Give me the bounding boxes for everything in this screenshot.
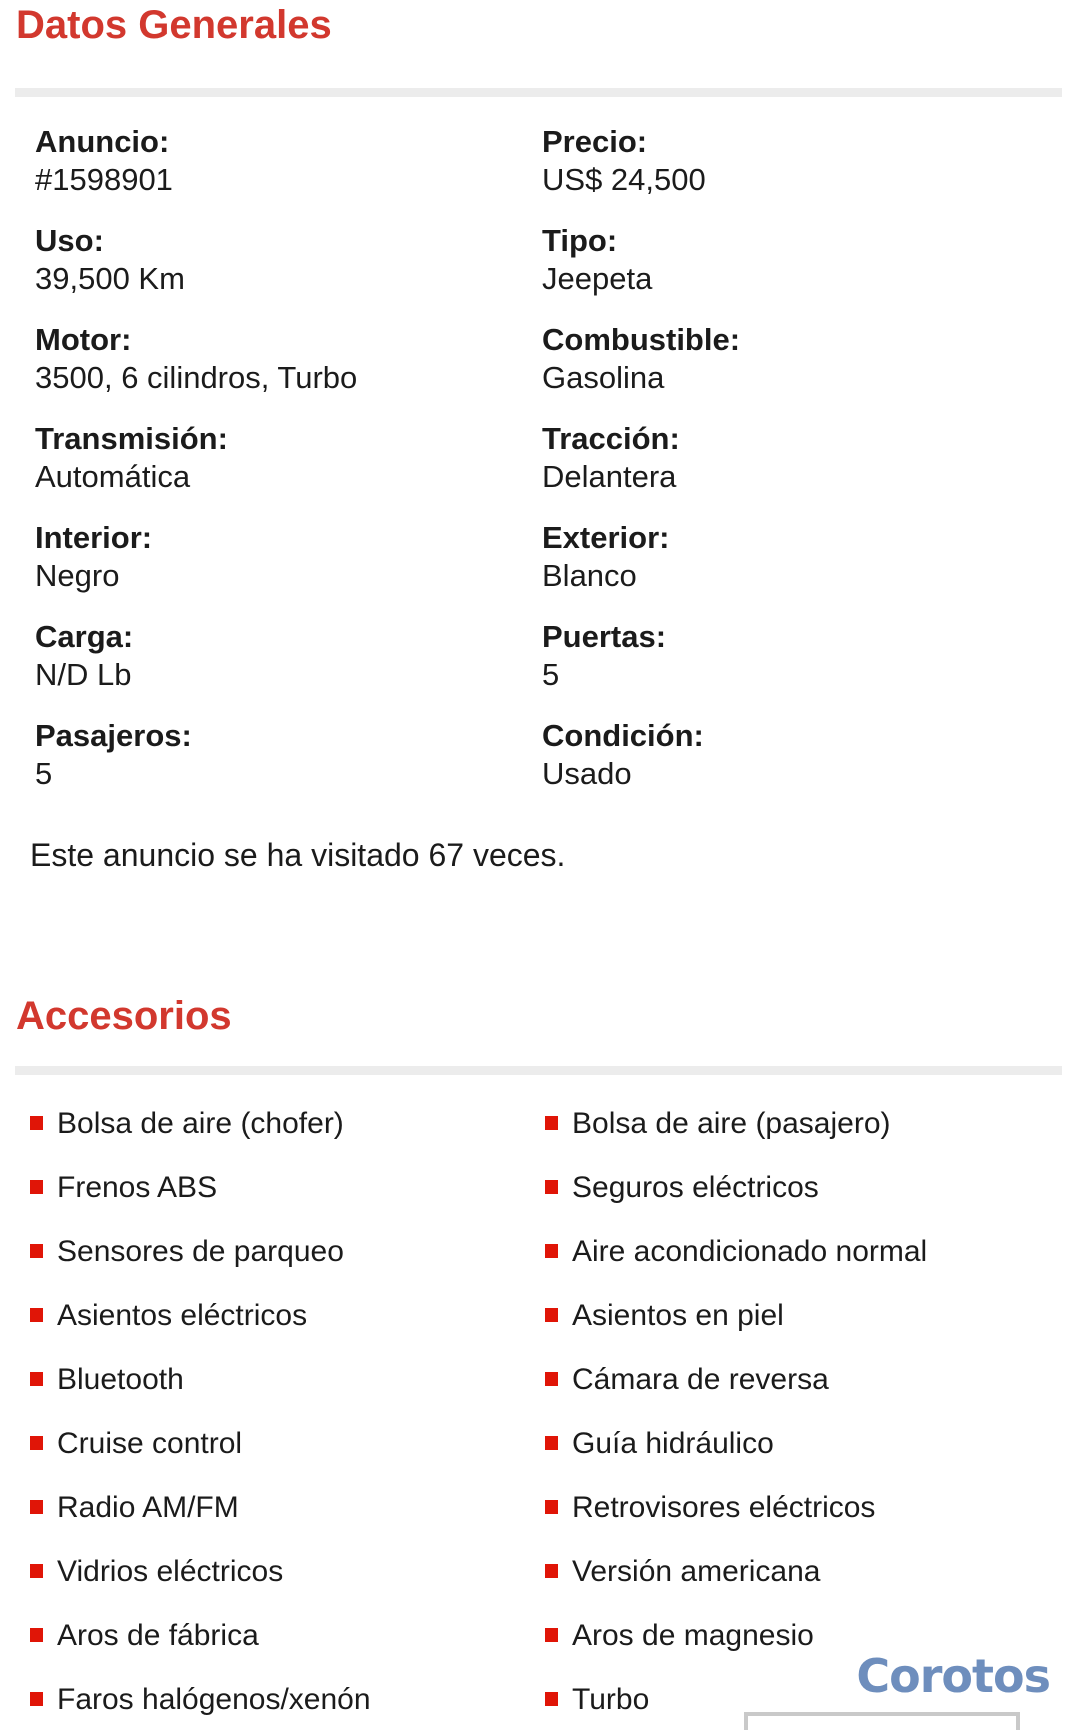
- accessory-label: Turbo: [572, 1683, 650, 1716]
- square-bullet-icon: [30, 1244, 43, 1258]
- spec-label: Condición:: [542, 718, 704, 753]
- accessory-item: [545, 1236, 1080, 1268]
- accessory-item: [30, 1684, 545, 1716]
- spec-exterior: [542, 519, 1080, 595]
- accessory-item: [30, 1236, 545, 1268]
- accessory-label: Cruise control: [57, 1427, 243, 1460]
- accessory-label: Bluetooth: [57, 1363, 184, 1396]
- section-title-datos-generales: Datos Generales: [16, 3, 332, 47]
- accessory-label: Aros de magnesio: [572, 1619, 814, 1652]
- spec-value: Automática: [35, 459, 191, 494]
- accessory-item: [30, 1620, 545, 1652]
- accessory-label: Vidrios eléctricos: [57, 1555, 284, 1588]
- accessory-label: Asientos eléctricos: [57, 1299, 308, 1332]
- square-bullet-icon: [30, 1308, 43, 1322]
- spec-value: Jeepeta: [542, 261, 653, 296]
- spec-value: #1598901: [35, 162, 173, 197]
- accessory-label: Faros halógenos/xenón: [57, 1683, 371, 1716]
- spec-uso: [35, 222, 542, 298]
- accessory-item: [30, 1492, 545, 1524]
- accessory-item: [545, 1428, 1080, 1460]
- square-bullet-icon: [30, 1180, 43, 1194]
- corotos-logo[interactable]: Corotos: [856, 1649, 1050, 1703]
- accessory-label: Bolsa de aire (chofer): [57, 1107, 344, 1140]
- accessory-item: [30, 1364, 545, 1396]
- spec-condicion: [542, 717, 1080, 793]
- spec-value: 39,500 Km: [35, 261, 185, 296]
- accessory-label: Guía hidráulico: [572, 1427, 774, 1460]
- accessory-label: Retrovisores eléctricos: [572, 1491, 876, 1524]
- accessory-item: [30, 1172, 545, 1204]
- spec-motor: [35, 321, 542, 397]
- square-bullet-icon: [30, 1500, 43, 1514]
- spec-value: Usado: [542, 756, 632, 791]
- accessory-label: Seguros eléctricos: [572, 1171, 819, 1204]
- accessory-item: [545, 1172, 1080, 1204]
- spec-traccion: [542, 420, 1080, 496]
- spec-tipo: [542, 222, 1080, 298]
- spec-label: Interior:: [35, 520, 153, 555]
- accessory-label: Bolsa de aire (pasajero): [572, 1107, 891, 1140]
- accessory-label: Aire acondicionado normal: [572, 1235, 928, 1268]
- spec-puertas: [542, 618, 1080, 694]
- accessory-label: Cámara de reversa: [572, 1363, 829, 1396]
- spec-label: Combustible:: [542, 322, 741, 357]
- accessory-item: [30, 1428, 545, 1460]
- spec-value: Delantera: [542, 459, 677, 494]
- spec-value: Negro: [35, 558, 120, 593]
- spec-value: Gasolina: [542, 360, 665, 395]
- spec-label: Transmisión:: [35, 421, 228, 456]
- square-bullet-icon: [545, 1436, 558, 1450]
- square-bullet-icon: [545, 1180, 558, 1194]
- specs-grid: [35, 123, 1080, 816]
- spec-label: Carga:: [35, 619, 134, 654]
- accessory-label: Versión americana: [572, 1555, 821, 1588]
- accessory-item: [545, 1556, 1080, 1588]
- visit-counter-text: Este anuncio se ha visitado 67 veces.: [30, 837, 566, 873]
- spec-pasajeros: [35, 717, 542, 793]
- banner-frame: [744, 1712, 1020, 1730]
- spec-transmision: [35, 420, 542, 496]
- accessory-label: Radio AM/FM: [57, 1491, 239, 1524]
- square-bullet-icon: [545, 1308, 558, 1322]
- spec-label: Tipo:: [542, 223, 618, 258]
- square-bullet-icon: [545, 1692, 558, 1706]
- square-bullet-icon: [30, 1692, 43, 1706]
- spec-value: N/D Lb: [35, 657, 132, 692]
- section-divider: [15, 88, 1062, 97]
- spec-anuncio: [35, 123, 542, 199]
- spec-label: Exterior:: [542, 520, 670, 555]
- spec-interior: [35, 519, 542, 595]
- accessory-item: [30, 1556, 545, 1588]
- spec-value: 3500, 6 cilindros, Turbo: [35, 360, 358, 395]
- square-bullet-icon: [545, 1116, 558, 1130]
- accessory-label: Frenos ABS: [57, 1171, 218, 1204]
- square-bullet-icon: [545, 1372, 558, 1386]
- accessory-item: [545, 1620, 1080, 1652]
- spec-carga: [35, 618, 542, 694]
- spec-label: Tracción:: [542, 421, 680, 456]
- accessories-list: [30, 1108, 1080, 1730]
- spec-value: US$ 24,500: [542, 162, 706, 197]
- spec-label: Pasajeros:: [35, 718, 192, 753]
- accessory-item: [545, 1300, 1080, 1332]
- accessory-item: [545, 1492, 1080, 1524]
- square-bullet-icon: [545, 1244, 558, 1258]
- spec-label: Motor:: [35, 322, 132, 357]
- spec-label: Precio:: [542, 124, 648, 159]
- accessory-label: Sensores de parqueo: [57, 1235, 344, 1268]
- spec-label: Anuncio:: [35, 124, 170, 159]
- square-bullet-icon: [545, 1628, 558, 1642]
- section-divider: [15, 1066, 1062, 1075]
- square-bullet-icon: [30, 1372, 43, 1386]
- square-bullet-icon: [30, 1436, 43, 1450]
- square-bullet-icon: [545, 1564, 558, 1578]
- accessory-item: [30, 1108, 545, 1140]
- section-title-accesorios: Accesorios: [16, 994, 232, 1038]
- square-bullet-icon: [30, 1116, 43, 1130]
- spec-precio: [542, 123, 1080, 199]
- spec-value: 5: [35, 756, 53, 791]
- spec-label: Uso:: [35, 223, 104, 258]
- spec-combustible: [542, 321, 1080, 397]
- accessory-item: [545, 1364, 1080, 1396]
- spec-value: 5: [542, 657, 560, 692]
- accessory-item: [545, 1108, 1080, 1140]
- square-bullet-icon: [30, 1564, 43, 1578]
- accessory-item: [30, 1300, 545, 1332]
- spec-label: Puertas:: [542, 619, 667, 654]
- square-bullet-icon: [545, 1500, 558, 1514]
- accessory-label: Aros de fábrica: [57, 1619, 259, 1652]
- spec-value: Blanco: [542, 558, 637, 593]
- accessory-label: Asientos en piel: [572, 1299, 784, 1332]
- square-bullet-icon: [30, 1628, 43, 1642]
